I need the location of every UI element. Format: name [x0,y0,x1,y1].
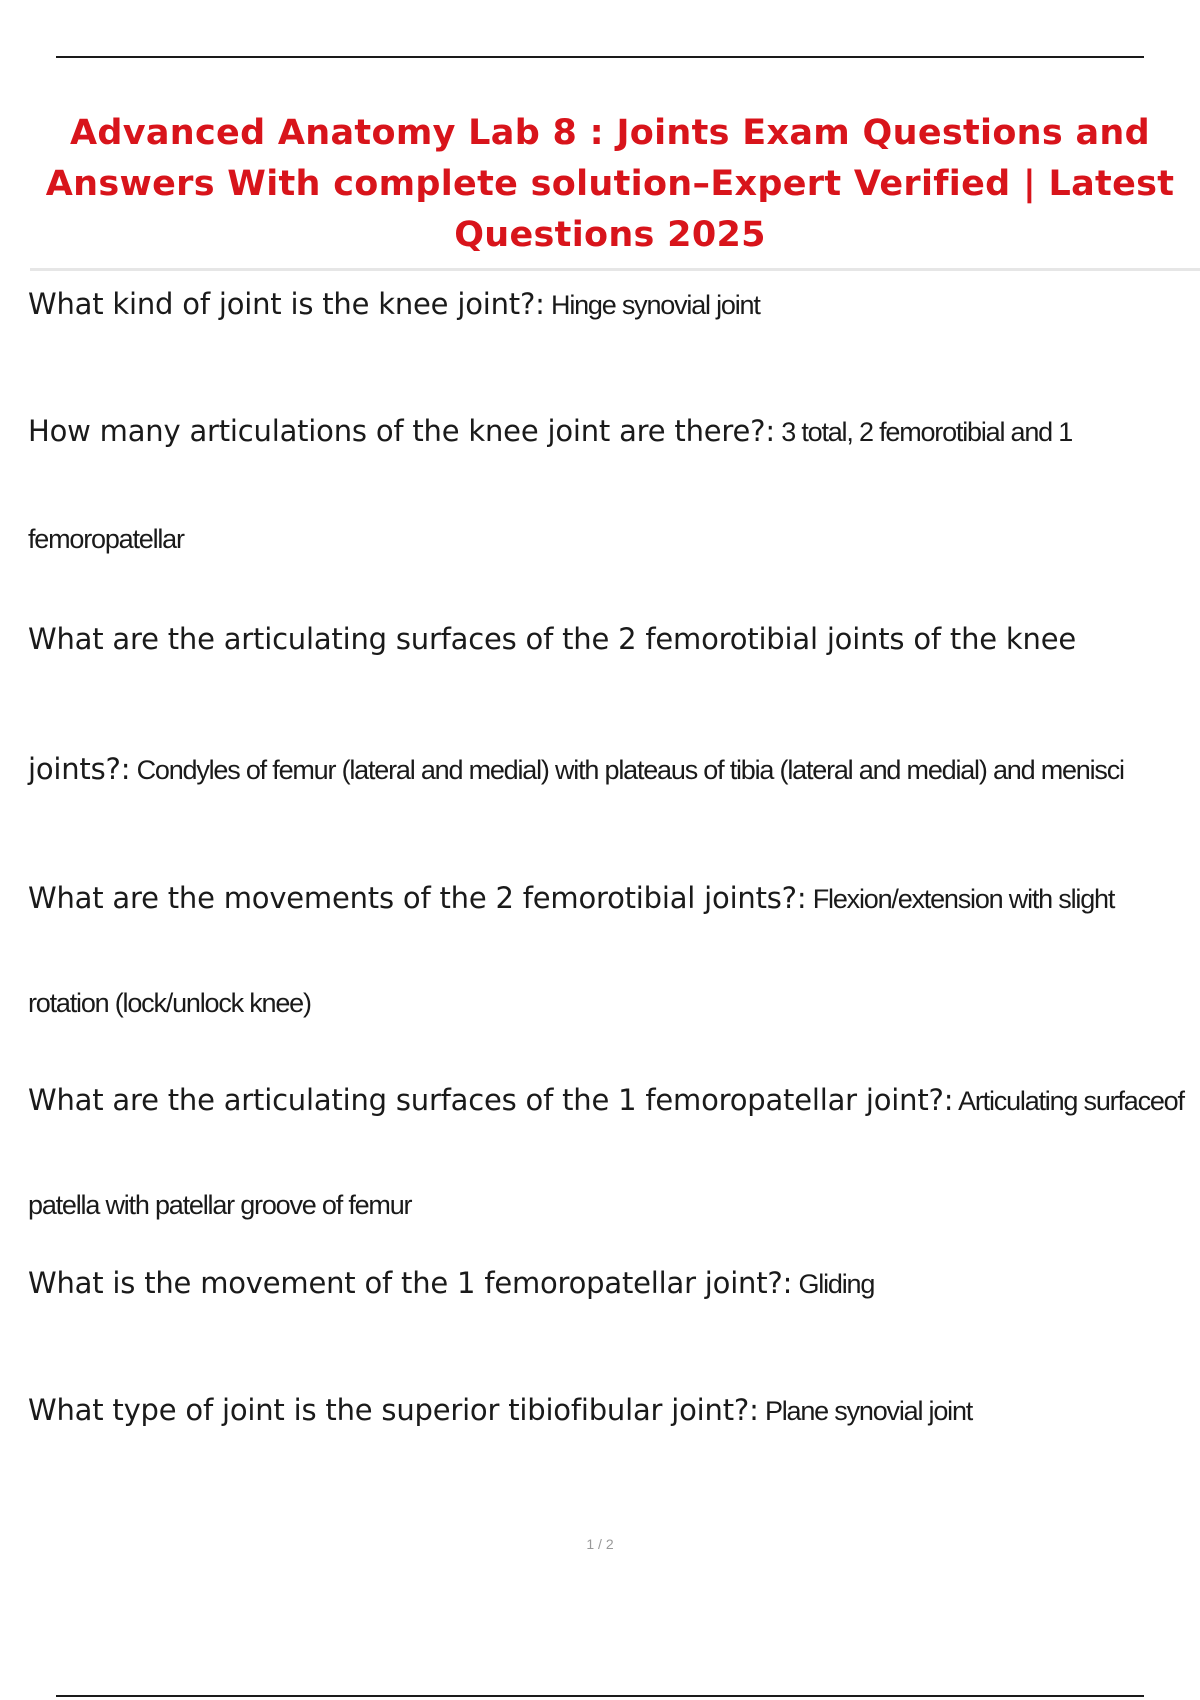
question-text: What are the articulating surfaces of the 1 femoropatellar joint?: [28,1083,954,1117]
qa-item [28,287,1200,322]
answer-text: Articulating surfaceof [953,1086,1184,1116]
answer-text: Gliding [792,1269,875,1299]
answer-text: Plane synovial joint [758,1396,973,1426]
qa-item [28,1083,1200,1118]
qa-item [28,1393,1200,1428]
answer-continuation: patella with patellar groove of femur [28,1190,412,1220]
title-line: Answers With complete solution–Expert Verified | Latest [45,164,1175,204]
question-continuation: joints?: [28,752,131,786]
qa-item-continuation [28,752,1200,787]
page-number: 1 / 2 [586,1536,614,1552]
question-text: What kind of joint is the knee joint?: [28,287,545,321]
answer-text: Flexion/extension with slight [806,884,1115,914]
question-text: How many articulations of the knee joint are there?: [28,414,775,448]
answer-text: Hinge synovial joint [544,290,760,320]
title-line: Advanced Anatomy Lab 8 : Joints Exam Questions and [70,113,1150,153]
qa-item [28,1266,1200,1301]
title-divider [30,268,1200,271]
answer-continuation: rotation (lock/unlock knee) [28,988,311,1018]
answer-continuation: femoropatellar [28,524,184,554]
top-rule [56,56,1144,58]
answer-text: 3 total, 2 femorotibial and 1 [774,417,1073,447]
qa-item [28,414,1200,449]
qa-item [28,622,1200,656]
question-text: What are the movements of the 2 femorotibial joints?: [28,881,807,915]
bottom-rule [56,1695,1144,1697]
question-text: What type of joint is the superior tibiofibular joint?: [28,1393,759,1427]
qa-item [28,881,1200,916]
answer-text: Condyles of femur (lateral and medial) with plateaus of tibia (lateral and medial) and menisci [130,755,1124,785]
title-line: Questions 2025 [454,215,766,255]
document-title [30,108,1190,261]
question-text: What are the articulating surfaces of the 2 femorotibial joints of the knee [28,622,1076,656]
question-text: What is the movement of the 1 femoropatellar joint?: [28,1266,793,1300]
